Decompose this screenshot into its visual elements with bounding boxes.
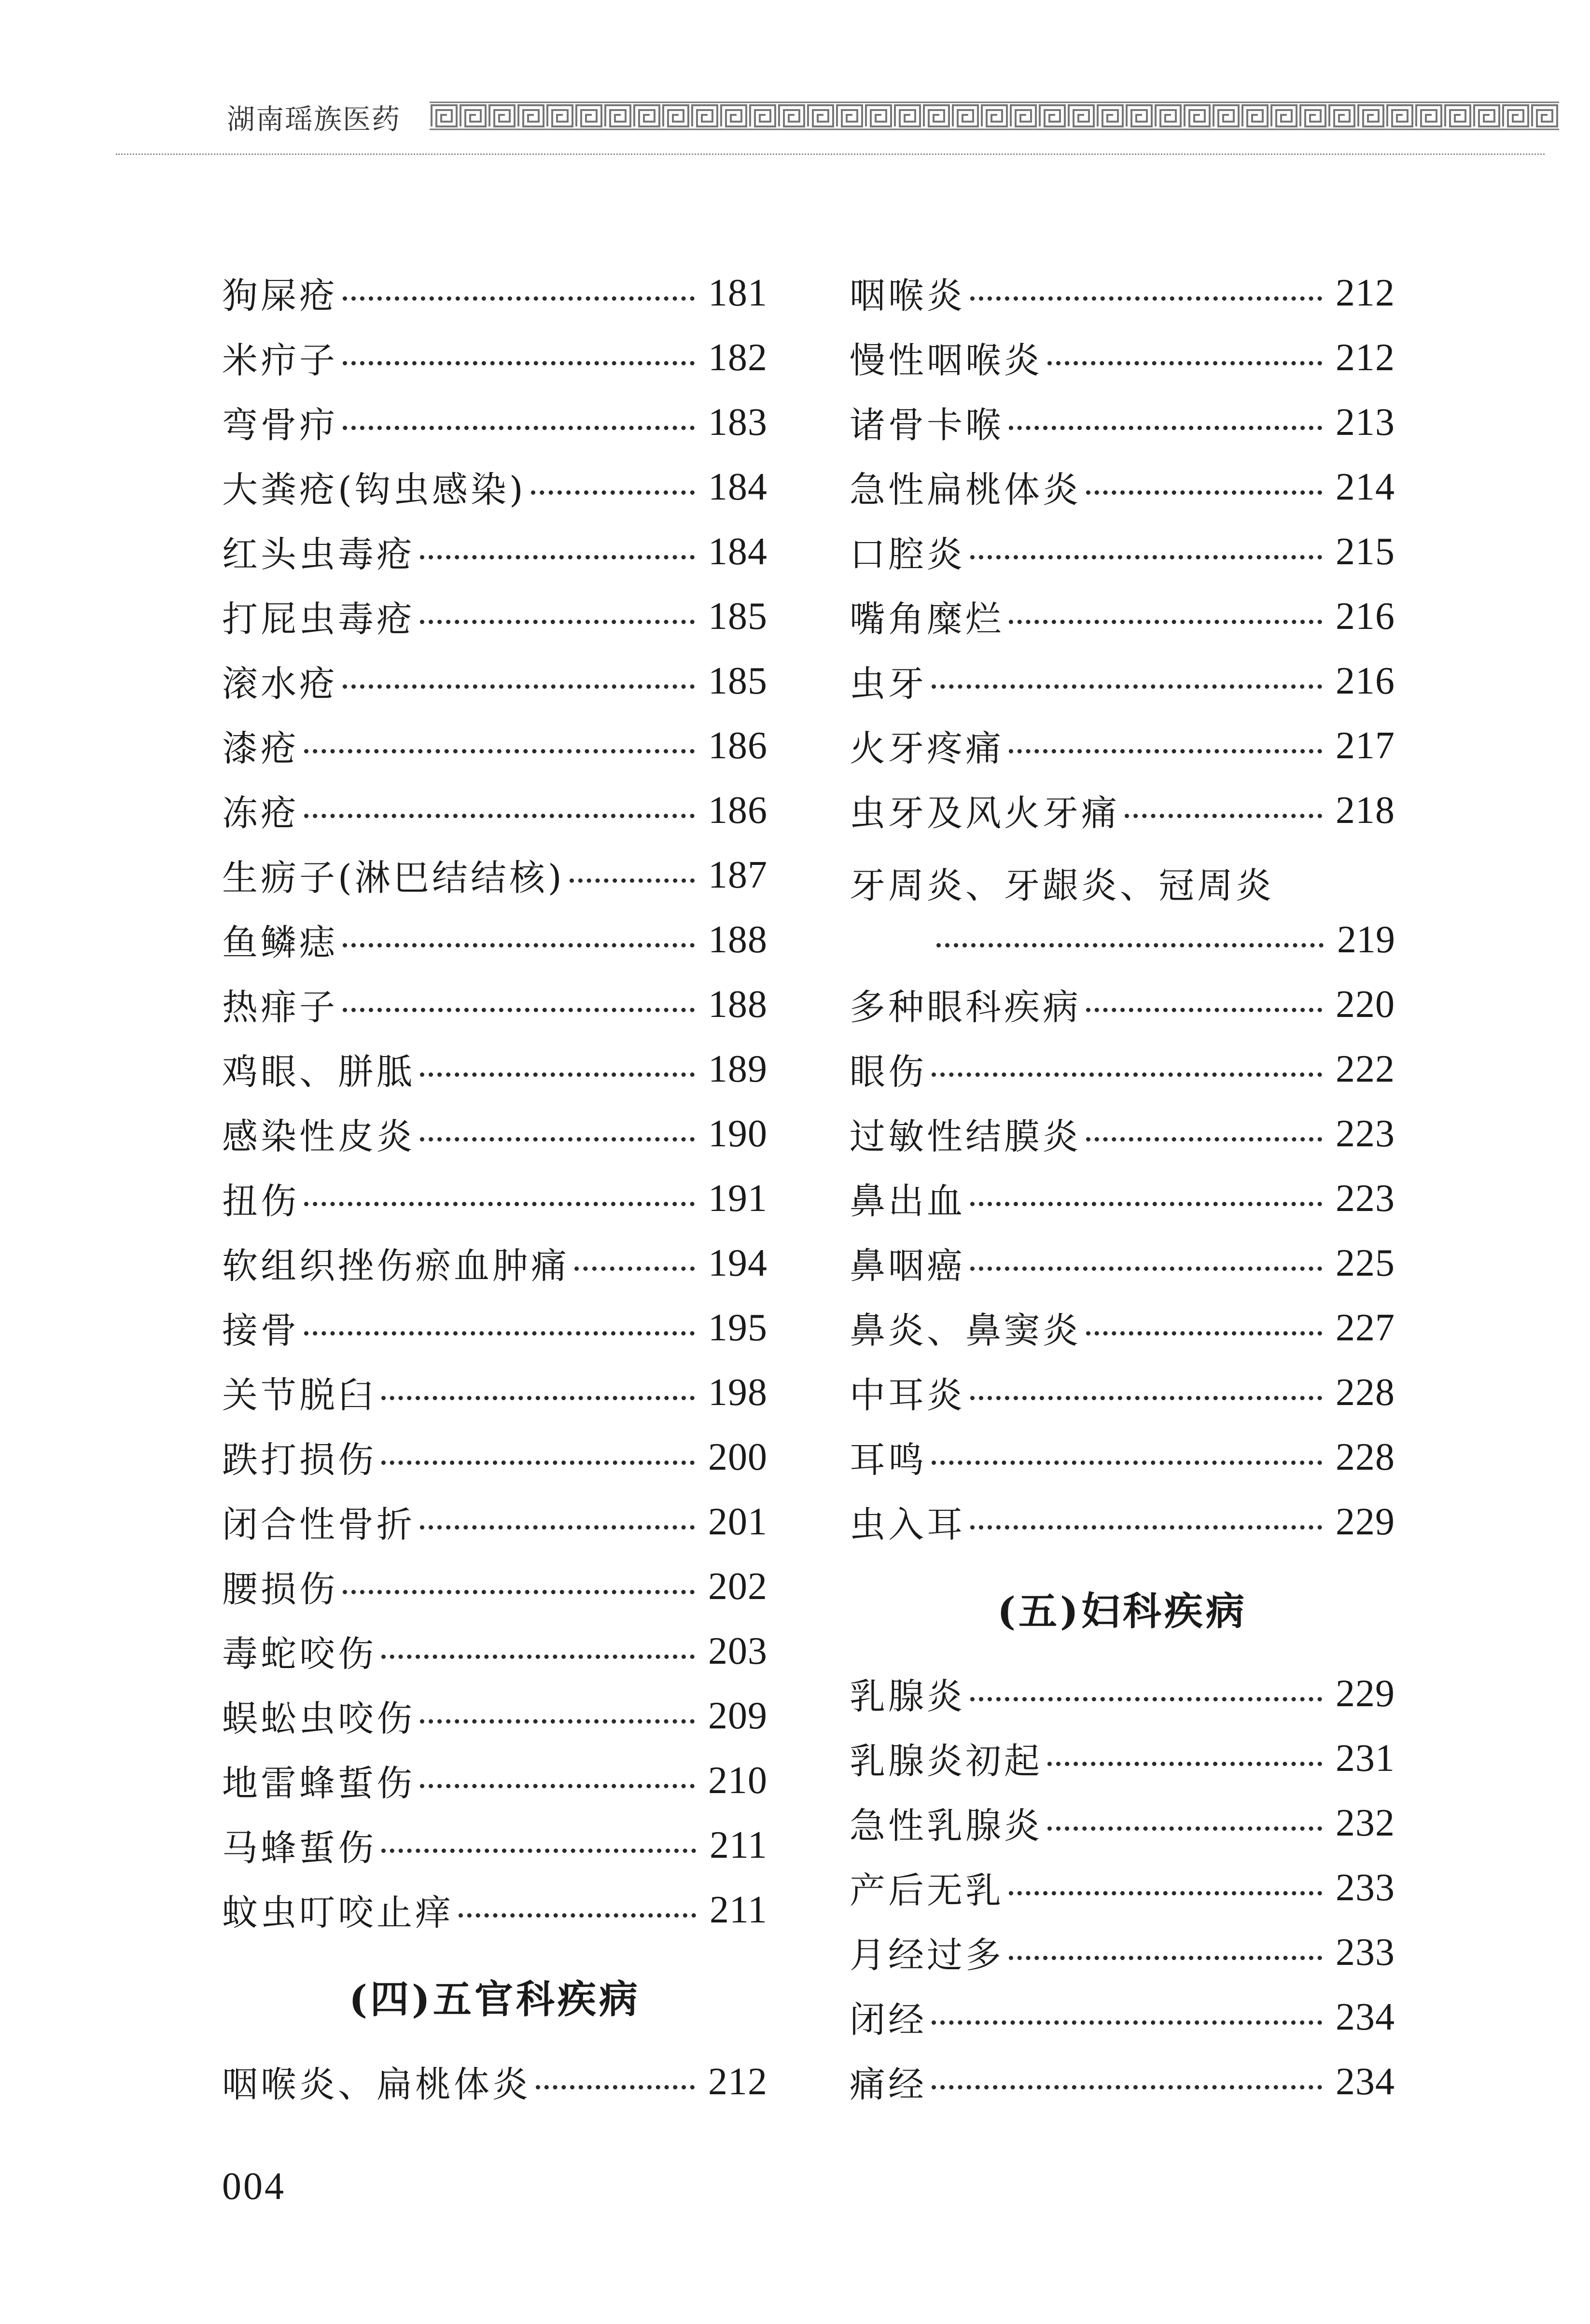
- toc-entry-title: 软组织挫伤瘀血肿痛: [222, 1245, 570, 1287]
- toc-entry-title: 眼伤: [850, 1051, 927, 1093]
- toc-entry-title: 牙周炎、牙龈炎、冠周炎: [850, 865, 1274, 906]
- toc-entry-page: 185: [708, 595, 767, 638]
- toc-entry: [850, 1985, 1395, 2049]
- dot-leader: [531, 490, 695, 495]
- dot-leader: [343, 1008, 695, 1012]
- toc-entry-title: 闭合性骨折: [222, 1504, 415, 1545]
- toc-entry-title: 鼻炎、鼻窦炎: [850, 1310, 1081, 1351]
- dot-leader: [970, 1266, 1322, 1271]
- dot-leader: [420, 1072, 695, 1077]
- toc-entry-title: 火牙疼痛: [850, 728, 1004, 769]
- header-ornament: [430, 101, 1559, 130]
- toc-entry-page: 214: [1336, 465, 1395, 508]
- dot-leader: [304, 1202, 695, 1206]
- toc-entry-page: 191: [708, 1177, 767, 1220]
- toc-entry-page: 229: [1336, 1500, 1395, 1543]
- toc-entry-page: 213: [1336, 401, 1395, 444]
- toc-entry: [222, 1101, 767, 1166]
- toc-entry: [222, 390, 767, 455]
- toc-entry-page: 209: [708, 1694, 767, 1737]
- toc-entry-title: 热痱子: [222, 987, 338, 1028]
- dot-leader: [574, 1266, 695, 1271]
- toc-entry: [222, 261, 767, 325]
- dot-leader: [1009, 749, 1322, 753]
- dot-leader: [970, 1697, 1322, 1701]
- toc-entry: [850, 1101, 1395, 1166]
- toc-entry-page: 202: [708, 1565, 767, 1608]
- toc-entry-page: 215: [1336, 530, 1395, 573]
- toc-entry-title: 冻疮: [222, 793, 299, 834]
- toc-entry-title: 腰损伤: [222, 1569, 338, 1610]
- toc-entry-page: 194: [708, 1241, 767, 1284]
- toc-entry-page: 186: [708, 789, 767, 832]
- toc-entry-page: 222: [1336, 1047, 1395, 1090]
- toc-entry: [222, 1489, 767, 1554]
- dot-leader: [1009, 426, 1322, 430]
- toc-entry-title: 咽喉炎: [850, 275, 965, 317]
- toc-entry-title: 生疬子(淋巴结结核): [222, 857, 565, 899]
- toc-entry-title: 乳腺炎: [850, 1676, 965, 1717]
- dot-leader: [420, 1525, 695, 1530]
- toc-entry-title: 接骨: [222, 1310, 299, 1351]
- toc-entry-title: 毒蛇咬伤: [222, 1633, 377, 1675]
- toc-entry-title: 米疖子: [222, 340, 338, 381]
- toc-entry-page: 228: [1336, 1435, 1395, 1478]
- toc-entry: [850, 261, 1395, 325]
- toc-entry: [850, 1037, 1395, 1101]
- toc-entry-title: 口腔炎: [850, 534, 965, 575]
- toc-entry-page: 227: [1336, 1306, 1395, 1349]
- toc-entry-title: 跌打损伤: [222, 1439, 377, 1481]
- dot-leader: [381, 1849, 696, 1853]
- toc-entry: [222, 1360, 767, 1425]
- toc-entry-page: 211: [709, 1823, 767, 1866]
- dot-leader: [381, 1396, 695, 1400]
- toc-entry-title: 蚊虫叮咬止痒: [222, 1892, 454, 1934]
- toc-entry-page: 183: [708, 401, 767, 444]
- dot-leader: [1047, 1762, 1322, 1766]
- toc-entry: [222, 1878, 767, 1942]
- dot-leader: [970, 1525, 1322, 1530]
- dot-leader: [970, 1396, 1322, 1400]
- toc-entry: [222, 843, 767, 907]
- toc-entry: [850, 778, 1395, 843]
- toc-entry-title: 中耳炎: [850, 1375, 965, 1416]
- toc-entry-title: 月经过多: [850, 1934, 1004, 1976]
- toc-entry-title: 打屁虫毒疮: [222, 598, 415, 640]
- toc-entry: [850, 1726, 1395, 1791]
- toc-entry: [850, 325, 1395, 390]
- toc-entry-title: 鼻咽癌: [850, 1245, 965, 1287]
- toc-entry-page: 234: [1336, 2060, 1395, 2103]
- toc-entry-page: 229: [1336, 1672, 1395, 1715]
- toc-entry-page: 186: [708, 724, 767, 767]
- toc-entry-page: 212: [708, 2060, 767, 2103]
- dot-leader: [1009, 1891, 1322, 1895]
- toc-entry-page: 223: [1336, 1112, 1395, 1155]
- toc-entry-title: 地雷蜂蜇伤: [222, 1763, 415, 1804]
- toc-entry: [850, 1425, 1395, 1489]
- toc-entry: [222, 1684, 767, 1748]
- dot-leader: [932, 2085, 1322, 2089]
- toc-entry: [850, 972, 1395, 1037]
- toc-entry-page: 200: [708, 1435, 767, 1478]
- toc-entry: [222, 649, 767, 713]
- toc-entry-page: 195: [708, 1306, 767, 1349]
- dot-leader: [1086, 1331, 1322, 1336]
- toc-entry-page: 182: [708, 336, 767, 379]
- toc-entry-page: 188: [708, 918, 767, 961]
- toc-entry-title: 急性乳腺炎: [850, 1805, 1043, 1847]
- toc-entry: [850, 584, 1395, 649]
- toc-entry: [222, 325, 767, 390]
- toc-entry-title: 鼻出血: [850, 1181, 965, 1222]
- dot-leader: [932, 2020, 1322, 2025]
- toc-entry: [222, 584, 767, 649]
- toc-entry-title: 虫牙: [850, 663, 927, 705]
- dot-leader: [381, 1655, 695, 1659]
- toc-entry: [850, 1295, 1395, 1360]
- toc-entry-page: 225: [1336, 1241, 1395, 1284]
- toc-entry-page: 187: [708, 853, 767, 896]
- toc-entry-page: 211: [709, 1888, 767, 1931]
- toc-entry-page: 219: [1337, 918, 1395, 961]
- toc-entry: [222, 1231, 767, 1295]
- toc-entry-page: 190: [708, 1112, 767, 1155]
- toc-entry-page: 233: [1336, 1931, 1395, 1974]
- dot-leader: [932, 1461, 1322, 1465]
- toc-entry: [850, 1791, 1395, 1855]
- toc-entry-title: 弯骨疖: [222, 404, 338, 446]
- toc-entry: [850, 1661, 1395, 1726]
- dot-leader: [420, 1784, 695, 1788]
- toc-entry-page: 216: [1336, 595, 1395, 638]
- toc-entry-title: 慢性咽喉炎: [850, 340, 1043, 381]
- toc-entry: [222, 1166, 767, 1231]
- toc-entry: [850, 1166, 1395, 1231]
- header-rule: [116, 153, 1545, 155]
- dot-leader: [570, 878, 695, 883]
- toc-right-column: [850, 261, 1395, 2114]
- toc-entry-page: 217: [1336, 724, 1395, 767]
- toc-entry: [850, 1920, 1395, 1985]
- dot-leader: [1086, 1137, 1322, 1141]
- toc-entry: [222, 1748, 767, 1813]
- toc-entry-page: 201: [708, 1500, 767, 1543]
- dot-leader: [1047, 361, 1322, 365]
- dot-leader: [343, 426, 695, 430]
- toc-entry: [850, 1360, 1395, 1425]
- dot-leader: [343, 684, 695, 689]
- dot-leader: [536, 2085, 695, 2089]
- toc-entry-page: 223: [1336, 1177, 1395, 1220]
- toc-entry-page: 198: [708, 1371, 767, 1414]
- toc-entry: [850, 1855, 1395, 1920]
- toc-entry-continuation: [936, 907, 1395, 972]
- dot-leader: [459, 1913, 696, 1918]
- toc-entry-page: 185: [708, 659, 767, 702]
- toc-entry-title: 蜈蚣虫咬伤: [222, 1698, 415, 1740]
- toc-entry-page: 184: [708, 530, 767, 573]
- toc-entry-title: 关节脱臼: [222, 1375, 377, 1416]
- toc-entry: [850, 390, 1395, 455]
- dot-leader: [1009, 620, 1322, 624]
- dot-leader: [420, 555, 695, 559]
- dot-leader: [1086, 1008, 1322, 1012]
- toc-entry-title: 诸骨卡喉: [850, 404, 1004, 446]
- dot-leader: [420, 620, 695, 624]
- dot-leader: [304, 814, 695, 818]
- dot-leader: [381, 1461, 695, 1465]
- toc-entry-title: 狗屎疮: [222, 275, 338, 317]
- dot-leader: [420, 1719, 695, 1724]
- toc-entry: [222, 907, 767, 972]
- toc-entry: [222, 972, 767, 1037]
- toc-entry-title: 多种眼科疾病: [850, 987, 1081, 1028]
- dot-leader: [304, 1331, 695, 1336]
- toc-entry: [850, 519, 1395, 584]
- toc-entry: [850, 649, 1395, 713]
- toc-entry-page: 184: [708, 465, 767, 508]
- toc-entry-page: 188: [708, 983, 767, 1026]
- toc-entry: [222, 1813, 767, 1878]
- toc-entry-title: 耳鸣: [850, 1439, 927, 1481]
- running-header-title: 湖南瑶族医药: [227, 103, 401, 136]
- toc-entry-page: 232: [1336, 1801, 1395, 1844]
- toc-entry-title: 红头虫毒疮: [222, 534, 415, 575]
- page-number: 004: [222, 2165, 286, 2208]
- dot-leader: [343, 361, 695, 365]
- toc-entry-title: 虫入耳: [850, 1504, 965, 1545]
- dot-leader: [936, 943, 1324, 947]
- dot-leader: [1047, 1826, 1322, 1831]
- toc-entry-page: 212: [1336, 271, 1395, 314]
- dot-leader: [1086, 490, 1322, 495]
- toc-entry-title: 痛经: [850, 2064, 927, 2105]
- toc-entry-page: 181: [708, 271, 767, 314]
- toc-entry-page: 189: [708, 1047, 767, 1090]
- dot-leader: [343, 296, 695, 301]
- toc-entry-title: 感染性皮炎: [222, 1116, 415, 1157]
- toc-entry: [850, 455, 1395, 519]
- dot-leader: [343, 1590, 695, 1594]
- toc-entry-page: 218: [1336, 789, 1395, 832]
- toc-entry-page: 220: [1336, 983, 1395, 1026]
- toc-entry-title: 扭伤: [222, 1181, 299, 1222]
- toc-entry-title: 漆疮: [222, 728, 299, 769]
- toc-entry-page: 228: [1336, 1371, 1395, 1414]
- toc-entry-page: 234: [1336, 1995, 1395, 2038]
- dot-leader: [1125, 814, 1322, 818]
- toc-entry: [850, 1489, 1395, 1554]
- toc-entry: [850, 2049, 1395, 2114]
- toc-entry: [222, 1425, 767, 1489]
- toc-entry: [222, 1295, 767, 1360]
- toc-entry-title: 滚水疮: [222, 663, 338, 705]
- toc-entry-page: 203: [708, 1629, 767, 1672]
- toc-entry: [850, 843, 1395, 972]
- toc-entry: [850, 713, 1395, 778]
- dot-leader: [970, 1202, 1322, 1206]
- toc-entry: [222, 713, 767, 778]
- dot-leader: [932, 684, 1322, 689]
- toc-entry-title: 咽喉炎、扁桃体炎: [222, 2064, 531, 2105]
- toc-entry: [222, 519, 767, 584]
- toc-entry-title: 鱼鳞痣: [222, 922, 338, 963]
- toc-entry-page: 210: [708, 1759, 767, 1802]
- dot-leader: [343, 943, 695, 947]
- toc-entry-page: 212: [1336, 336, 1395, 379]
- toc-entry-title: 闭经: [850, 1999, 927, 2041]
- toc-entry-title: 马蜂蜇伤: [222, 1827, 377, 1869]
- toc-entry: [222, 2049, 767, 2114]
- toc-left-column: [222, 261, 767, 2114]
- toc-entry: [222, 1619, 767, 1684]
- toc-entry: [222, 455, 767, 519]
- section-heading: (四)五官科疾病: [349, 1976, 641, 2022]
- toc-entry-page: 231: [1336, 1737, 1395, 1780]
- section-heading: (五)妇科疾病: [997, 1588, 1247, 1634]
- toc-entry-page: 233: [1336, 1866, 1395, 1909]
- toc-entry-title: 乳腺炎初起: [850, 1740, 1043, 1782]
- dot-leader: [304, 749, 695, 753]
- toc-entry-title: 虫牙及风火牙痛: [850, 793, 1120, 834]
- dot-leader: [1009, 1956, 1322, 1960]
- toc-entry: [222, 1037, 767, 1101]
- toc-entry-title: 过敏性结膜炎: [850, 1116, 1081, 1157]
- toc-entry-page: 216: [1336, 659, 1395, 702]
- toc-entry-title: 急性扁桃体炎: [850, 469, 1081, 511]
- dot-leader: [970, 555, 1322, 559]
- toc-entry: [222, 1554, 767, 1619]
- dot-leader: [932, 1072, 1322, 1077]
- toc-entry-title: 鸡眼、胼胝: [222, 1051, 415, 1093]
- dot-leader: [420, 1137, 695, 1141]
- toc-entry: [222, 778, 767, 843]
- toc-entry: [850, 1231, 1395, 1295]
- dot-leader: [970, 296, 1322, 301]
- toc-entry-title: 嘴角糜烂: [850, 598, 1004, 640]
- toc-entry-title: 大粪疮(钩虫感染): [222, 469, 526, 511]
- toc-entry-title: 产后无乳: [850, 1870, 1004, 1911]
